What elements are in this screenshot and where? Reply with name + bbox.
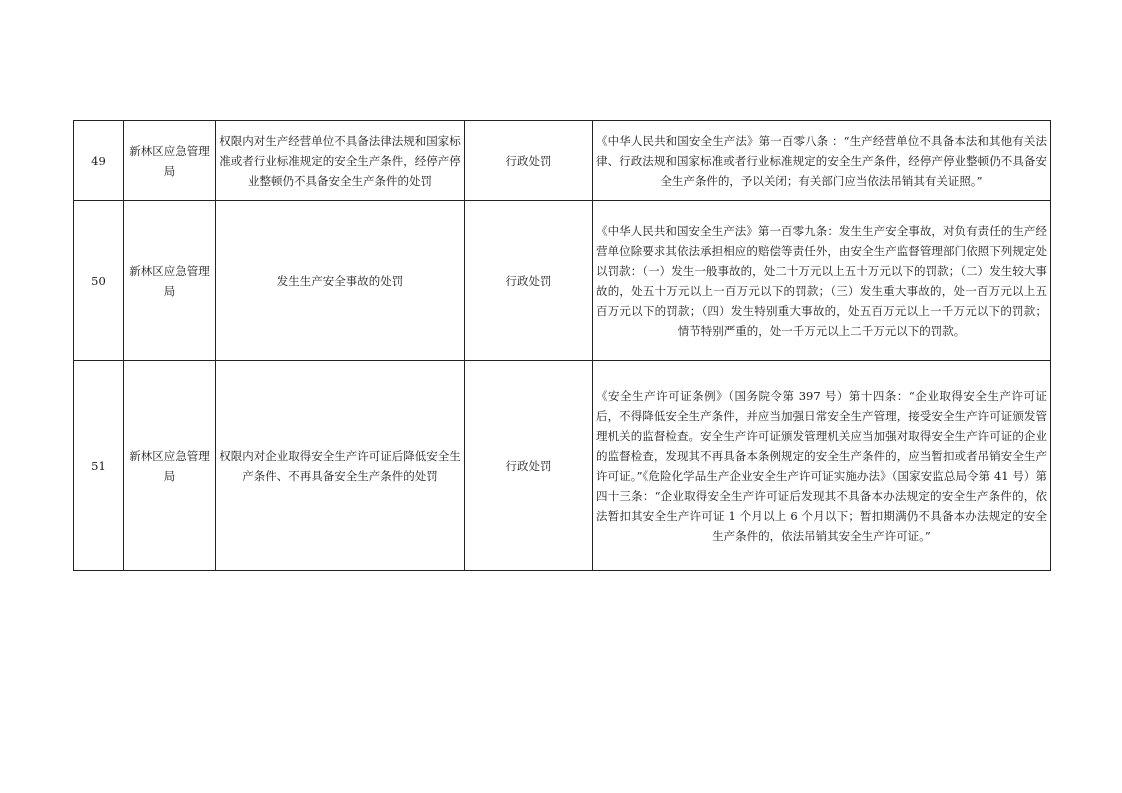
- row-number: 51: [74, 361, 124, 571]
- department-cell: 新林区应急管理局: [124, 361, 216, 571]
- table-row: [74, 121, 1051, 201]
- penalty-item-cell: 发生生产安全事故的处罚: [216, 201, 465, 361]
- penalty-type-cell: 行政处罚: [465, 361, 593, 571]
- row-number: 50: [74, 201, 124, 361]
- penalty-item-cell: 权限内对企业取得安全生产许可证后降低安全生产条件、不再具备安全生产条件的处罚: [216, 361, 465, 571]
- penalty-type-cell: 行政处罚: [465, 201, 593, 361]
- row-number: 49: [74, 121, 124, 201]
- penalty-item-cell: 权限内对生产经营单位不具备法律法规和国家标准或者行业标准规定的安全生产条件，经停产停业整顿仍不具备安全生产条件的处罚: [216, 121, 465, 201]
- legal-basis-cell: 《中华人民共和国安全生产法》第一百零八条 ：“生产经营单位不具备本法和其他有关法律、行政法规和国家标准或者行业标准规定的安全生产条件，经停产停业整顿仍不具备安全生产条件的，予以关闭；有关部门应当依法吊销其有关证照。”: [593, 121, 1051, 201]
- table-row: [74, 361, 1051, 571]
- penalty-table: [73, 120, 1051, 571]
- table-row: [74, 201, 1051, 361]
- department-cell: 新林区应急管理局: [124, 121, 216, 201]
- department-cell: 新林区应急管理局: [124, 201, 216, 361]
- legal-basis-cell: 《安全生产许可证条例》（国务院令第 397 号）第十四条：“企业取得安全生产许可证后，不得降低安全生产条件，并应当加强日常安全生产管理，接受安全生产许可证颁发管理机关的监督检查。安全生产许可证颁发管理机关应当加强对取得安全生产许可证的企业的监督检查，发现其不再具备本条例规定的安全生产条件的，应当暂扣或者吊销安全生产许可证。”《危险化学品生产企业安全生产许可证实施办法》（国家安监总局令第 41 号）第四十三条：“企业取得安全生产许可证后发现其不具备本办法规定的安全生产条件的，依法暂扣其安全生产许可证 1 个月以上 6 个月以下；暂扣期满仍不具备本办法规定的安全生产条件的，依法吊销其安全生产许可证。”: [593, 361, 1051, 571]
- penalty-type-cell: 行政处罚: [465, 121, 593, 201]
- legal-basis-cell: 《中华人民共和国安全生产法》第一百零九条：发生生产安全事故，对负有责任的生产经营单位除要求其依法承担相应的赔偿等责任外，由安全生产监督管理部门依照下列规定处以罚款：（一）发生一般事故的，处二十万元以上五十万元以下的罚款；（二）发生较大事故的，处五十万元以上一百万元以下的罚款；（三）发生重大事故的，处一百万元以上五百万元以下的罚款；（四）发生特别重大事故的，处五百万元以上一千万元以下的罚款；情节特别严重的，处一千万元以上二千万元以下的罚款。: [593, 201, 1051, 361]
